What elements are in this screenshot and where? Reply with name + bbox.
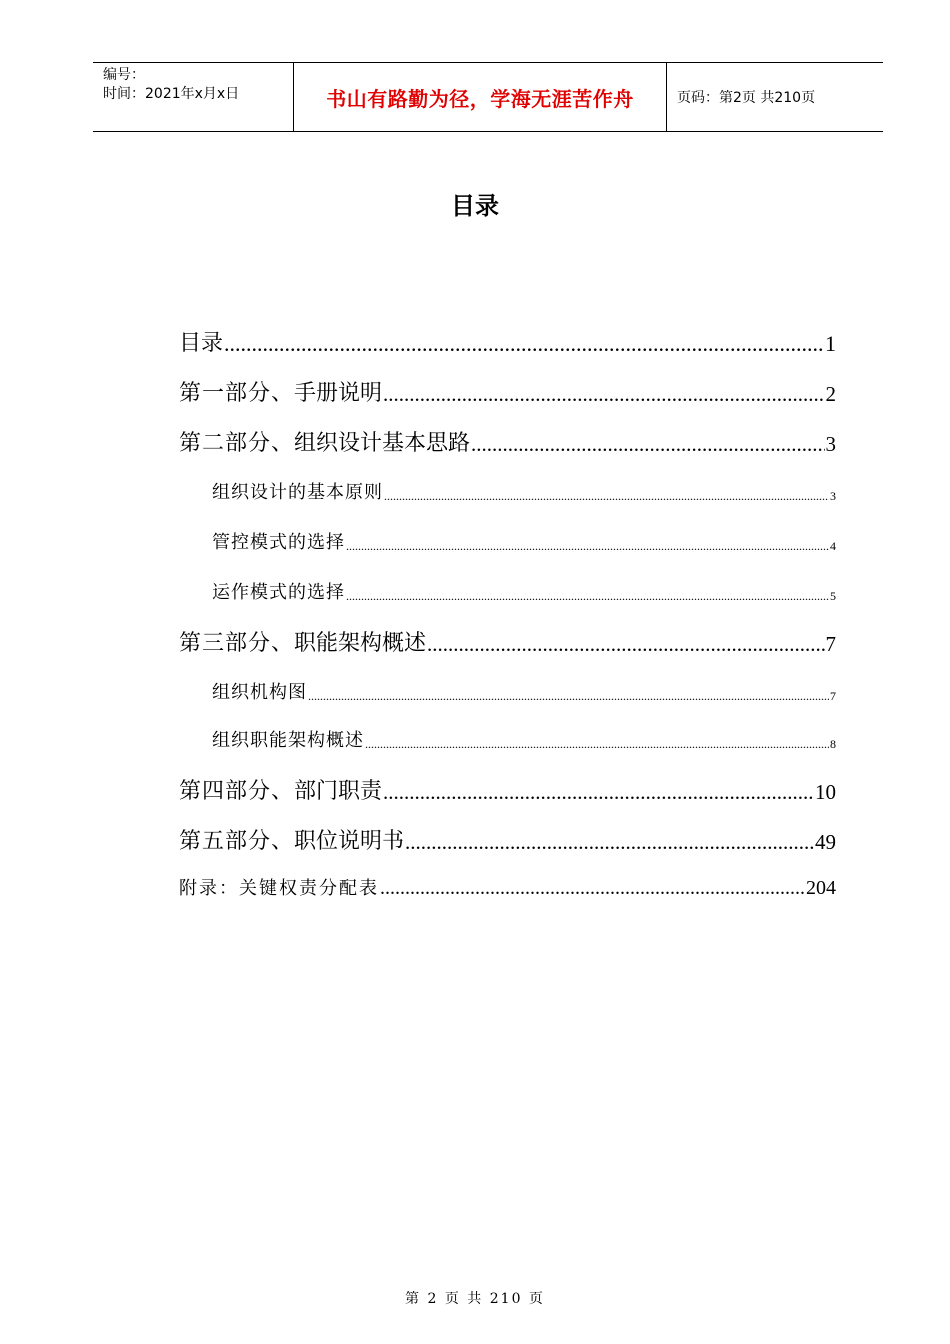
toc-entry-title [179, 774, 382, 805]
toc-entry[interactable] [179, 726, 836, 752]
toc-entry-part-title: 手册说明 [294, 381, 383, 406]
toc-entry-title: 组织职能架构概述 [212, 730, 364, 751]
toc-entry[interactable] [179, 626, 836, 657]
toc-entry-page-number: 7 [830, 689, 836, 703]
page-title: 目录 [451, 192, 499, 220]
toc-entry-page-number: 8 [830, 737, 836, 751]
toc-dot-leader [471, 432, 824, 457]
serial-label: 编号： [103, 67, 145, 83]
toc-entry-page-number: 5 [830, 589, 836, 603]
toc-entry-title: 目录 [179, 331, 224, 356]
toc-entry-part-title: 职能架构概述 [294, 631, 427, 656]
toc-entry[interactable] [179, 376, 836, 407]
header-table [93, 62, 883, 132]
toc-entry-page-number: 2 [825, 382, 836, 406]
toc-entry[interactable] [179, 678, 836, 704]
toc-dot-leader [405, 830, 814, 855]
page-footer: 第 2 页 共 210 页 [405, 1291, 545, 1307]
toc-dot-leader [308, 689, 829, 704]
toc-entry-title [179, 426, 470, 457]
toc-dot-leader [380, 877, 805, 900]
toc-entry-part-label: 第一部分、 [179, 381, 295, 406]
toc-entry-part-label: 第三部分、 [179, 631, 295, 656]
toc-entry-part-title: 职位说明书 [294, 829, 405, 854]
toc-entry[interactable] [179, 774, 836, 805]
page-info: 页码：第2页 共210页 [677, 90, 816, 106]
toc-entry[interactable] [179, 824, 836, 855]
toc-entry-page-number: 4 [830, 539, 836, 553]
toc-entry-part-title: 部门职责 [294, 779, 383, 804]
header-motto-cell [294, 63, 667, 131]
toc-dot-leader [383, 382, 824, 407]
toc-entry-title [179, 626, 426, 657]
toc-entry-title [179, 376, 382, 407]
toc-dot-leader [383, 780, 814, 805]
toc-dot-leader [346, 589, 829, 604]
toc-entry[interactable] [179, 528, 836, 554]
header-meta-cell [93, 63, 294, 131]
date-label: 时间：2021年x月x日 [103, 86, 240, 102]
toc-entry[interactable] [179, 426, 836, 457]
toc-entry-page-number: 3 [830, 489, 836, 503]
motto-text: 书山有路勤为径，学海无涯苦作舟 [326, 86, 634, 111]
toc-entry-part-label: 第四部分、 [179, 779, 295, 804]
toc-dot-leader [384, 489, 829, 504]
toc-entry[interactable] [179, 326, 836, 357]
toc-dot-leader [365, 737, 829, 752]
header-page-cell [667, 63, 883, 131]
toc-entry[interactable] [179, 578, 836, 604]
toc-entry-page-number: 204 [806, 877, 836, 899]
toc-entry-title: 附录：关键权责分配表 [179, 878, 379, 899]
toc-entry-page-number: 1 [825, 331, 836, 356]
toc-entry-part-label: 第二部分、 [179, 431, 295, 456]
toc-entry-page-number: 10 [815, 780, 836, 804]
toc-dot-leader [224, 331, 824, 357]
toc-entry-page-number: 3 [825, 432, 836, 456]
toc-entry-part-label: 第五部分、 [179, 829, 295, 854]
toc-entry-title [179, 824, 404, 855]
toc-entry-page-number: 49 [815, 830, 836, 854]
toc-entry-page-number: 7 [825, 632, 836, 656]
toc-entry-title: 组织设计的基本原则 [212, 482, 383, 503]
toc-dot-leader [346, 539, 829, 554]
toc-entry[interactable] [179, 478, 836, 504]
toc-entry[interactable] [179, 874, 836, 900]
toc-entry-part-title: 组织设计基本思路 [294, 431, 471, 456]
toc-entry-title: 运作模式的选择 [212, 582, 345, 603]
toc-dot-leader [427, 632, 824, 657]
toc-entry-title: 组织机构图 [212, 682, 307, 703]
toc-entry-title: 管控模式的选择 [212, 532, 345, 553]
